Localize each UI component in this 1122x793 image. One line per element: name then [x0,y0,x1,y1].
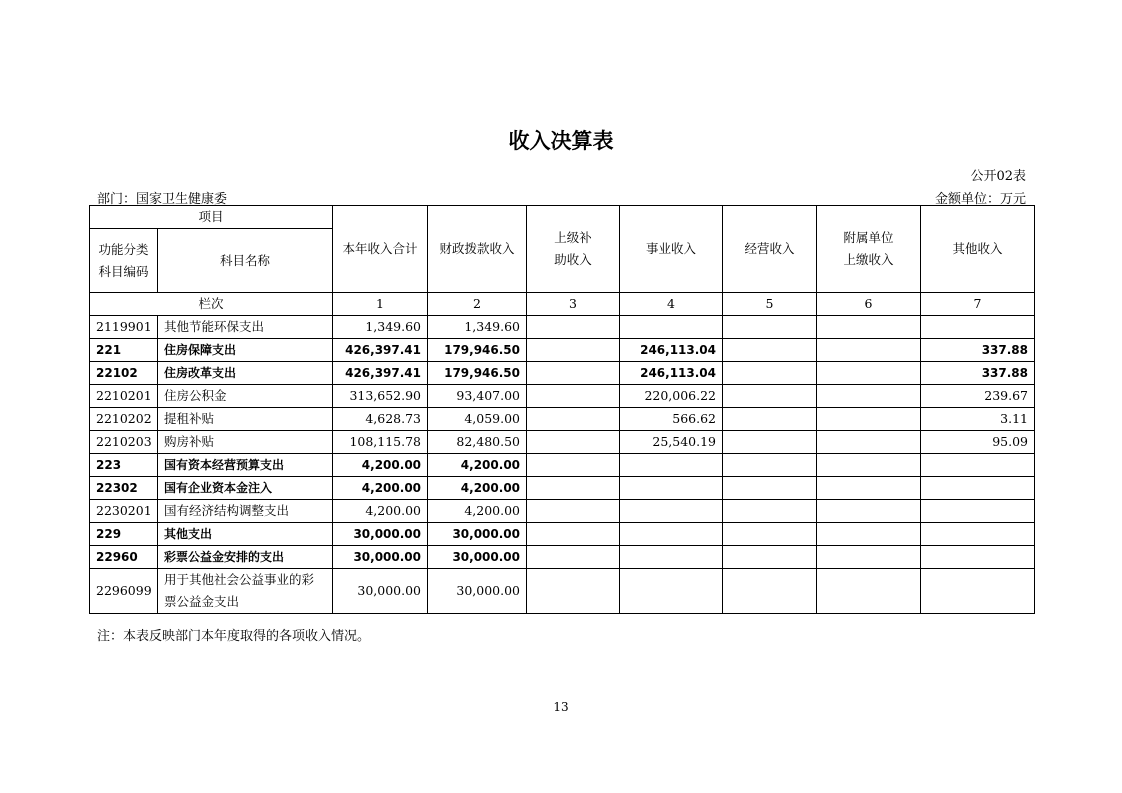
subject-code-cell: 2210201 [90,385,158,408]
value-cell: 108,115.78 [333,431,428,454]
col-number: 4 [620,293,723,316]
value-cell: 4,200.00 [333,500,428,523]
value-cell [620,316,723,339]
table-row [90,454,1035,477]
table-row [90,408,1035,431]
value-cell: 3.11 [921,408,1035,431]
unit-label: 金额单位：万元 [934,192,1026,207]
subject-code-cell: 229 [90,523,158,546]
value-cell [817,523,921,546]
subject-code-cell: 22302 [90,477,158,500]
value-cell: 4,200.00 [333,477,428,500]
table-row [90,431,1035,454]
value-cell [620,454,723,477]
value-cell [817,362,921,385]
table-row [90,316,1035,339]
value-cell [620,500,723,523]
value-cell [620,569,723,614]
value-cell [723,500,817,523]
value-cell [723,339,817,362]
subject-name-cell: 国有经济结构调整支出 [158,500,333,523]
value-cell [527,546,620,569]
value-cell: 246,113.04 [620,362,723,385]
header-col-7: 其他收入 [921,206,1035,293]
value-cell [921,546,1035,569]
value-cell [723,385,817,408]
header-col-6: 附属单位上缴收入 [817,206,921,293]
value-cell [527,569,620,614]
value-cell [620,523,723,546]
table-row [90,569,1035,614]
subject-name-cell: 国有资本经营预算支出 [158,454,333,477]
value-cell [817,546,921,569]
value-cell [921,500,1035,523]
value-cell [817,569,921,614]
subject-code-cell: 221 [90,339,158,362]
value-cell: 30,000.00 [333,546,428,569]
header-col-4: 事业收入 [620,206,723,293]
value-cell: 313,652.90 [333,385,428,408]
value-cell [723,523,817,546]
subject-code-cell: 22960 [90,546,158,569]
table-row [90,477,1035,500]
value-cell: 30,000.00 [333,523,428,546]
table-body [90,316,1035,614]
header-func-code: 功能分类科目编码 [90,229,158,293]
table-note: 注：本表反映部门本年度取得的各项收入情况。 [97,629,371,644]
subject-name-cell: 住房公积金 [158,385,333,408]
header-col-3: 上级补助收入 [527,206,620,293]
value-cell [817,408,921,431]
value-cell: 30,000.00 [428,569,527,614]
value-cell [817,339,921,362]
value-cell [527,523,620,546]
value-cell [723,316,817,339]
value-cell: 1,349.60 [428,316,527,339]
value-cell: 566.62 [620,408,723,431]
value-cell: 4,200.00 [428,454,527,477]
value-cell [723,454,817,477]
value-cell [620,477,723,500]
col-number: 5 [723,293,817,316]
col-number: 1 [333,293,428,316]
value-cell: 30,000.00 [428,523,527,546]
value-cell: 95.09 [921,431,1035,454]
value-cell: 426,397.41 [333,362,428,385]
value-cell: 426,397.41 [333,339,428,362]
value-cell [817,477,921,500]
col-number: 7 [921,293,1035,316]
subject-code-cell: 22102 [90,362,158,385]
header-item: 项目 [90,206,333,229]
value-cell [723,431,817,454]
value-cell [817,316,921,339]
value-cell: 1,349.60 [333,316,428,339]
subject-name-cell: 住房改革支出 [158,362,333,385]
value-cell [921,454,1035,477]
value-cell: 25,540.19 [620,431,723,454]
value-cell: 220,006.22 [620,385,723,408]
table-row [90,546,1035,569]
value-cell [921,316,1035,339]
page-number: 13 [553,700,569,714]
value-cell [921,523,1035,546]
table-row [90,362,1035,385]
value-cell: 4,628.73 [333,408,428,431]
department-label: 部门：国家卫生健康委 [97,192,228,207]
value-cell: 30,000.00 [333,569,428,614]
col-number: 2 [428,293,527,316]
subject-name-cell: 其他支出 [158,523,333,546]
value-cell [723,569,817,614]
form-code: 公开02表 [970,169,1026,184]
subject-code-cell: 223 [90,454,158,477]
table-row [90,339,1035,362]
value-cell [817,431,921,454]
table-row [90,500,1035,523]
value-cell: 4,059.00 [428,408,527,431]
subject-code-cell: 2210202 [90,408,158,431]
value-cell [527,339,620,362]
table-row [90,523,1035,546]
subject-name-cell: 国有企业资本金注入 [158,477,333,500]
value-cell [527,408,620,431]
value-cell: 337.88 [921,362,1035,385]
value-cell [527,316,620,339]
table-row [90,385,1035,408]
value-cell: 4,200.00 [428,500,527,523]
value-cell [817,500,921,523]
value-cell [817,385,921,408]
value-cell [620,546,723,569]
income-table [89,205,1035,614]
value-cell [817,454,921,477]
subject-code-cell: 2210203 [90,431,158,454]
subject-name-cell: 用于其他社会公益事业的彩票公益金支出 [158,569,333,614]
subject-name-cell: 购房补贴 [158,431,333,454]
header-col-2: 财政拨款收入 [428,206,527,293]
value-cell [921,477,1035,500]
value-cell [723,408,817,431]
value-cell [723,362,817,385]
subject-code-cell: 2119901 [90,316,158,339]
value-cell: 337.88 [921,339,1035,362]
value-cell: 179,946.50 [428,362,527,385]
col-number: 6 [817,293,921,316]
value-cell [723,546,817,569]
value-cell [527,431,620,454]
page-title: 收入决算表 [508,129,614,153]
value-cell [527,385,620,408]
value-cell [723,477,817,500]
subject-name-cell: 彩票公益金安排的支出 [158,546,333,569]
row-label: 栏次 [90,293,333,316]
value-cell [527,362,620,385]
value-cell: 30,000.00 [428,546,527,569]
header-col-5: 经营收入 [723,206,817,293]
header-col-1: 本年收入合计 [333,206,428,293]
subject-name-cell: 其他节能环保支出 [158,316,333,339]
value-cell [527,500,620,523]
value-cell: 93,407.00 [428,385,527,408]
header-subject-name: 科目名称 [158,229,333,293]
value-cell: 82,480.50 [428,431,527,454]
value-cell [527,477,620,500]
value-cell: 239.67 [921,385,1035,408]
subject-name-cell: 住房保障支出 [158,339,333,362]
value-cell: 4,200.00 [428,477,527,500]
subject-code-cell: 2230201 [90,500,158,523]
value-cell [527,454,620,477]
col-number: 3 [527,293,620,316]
value-cell: 4,200.00 [333,454,428,477]
value-cell: 179,946.50 [428,339,527,362]
subject-code-cell: 2296099 [90,569,158,614]
value-cell [921,569,1035,614]
subject-name-cell: 提租补贴 [158,408,333,431]
value-cell: 246,113.04 [620,339,723,362]
